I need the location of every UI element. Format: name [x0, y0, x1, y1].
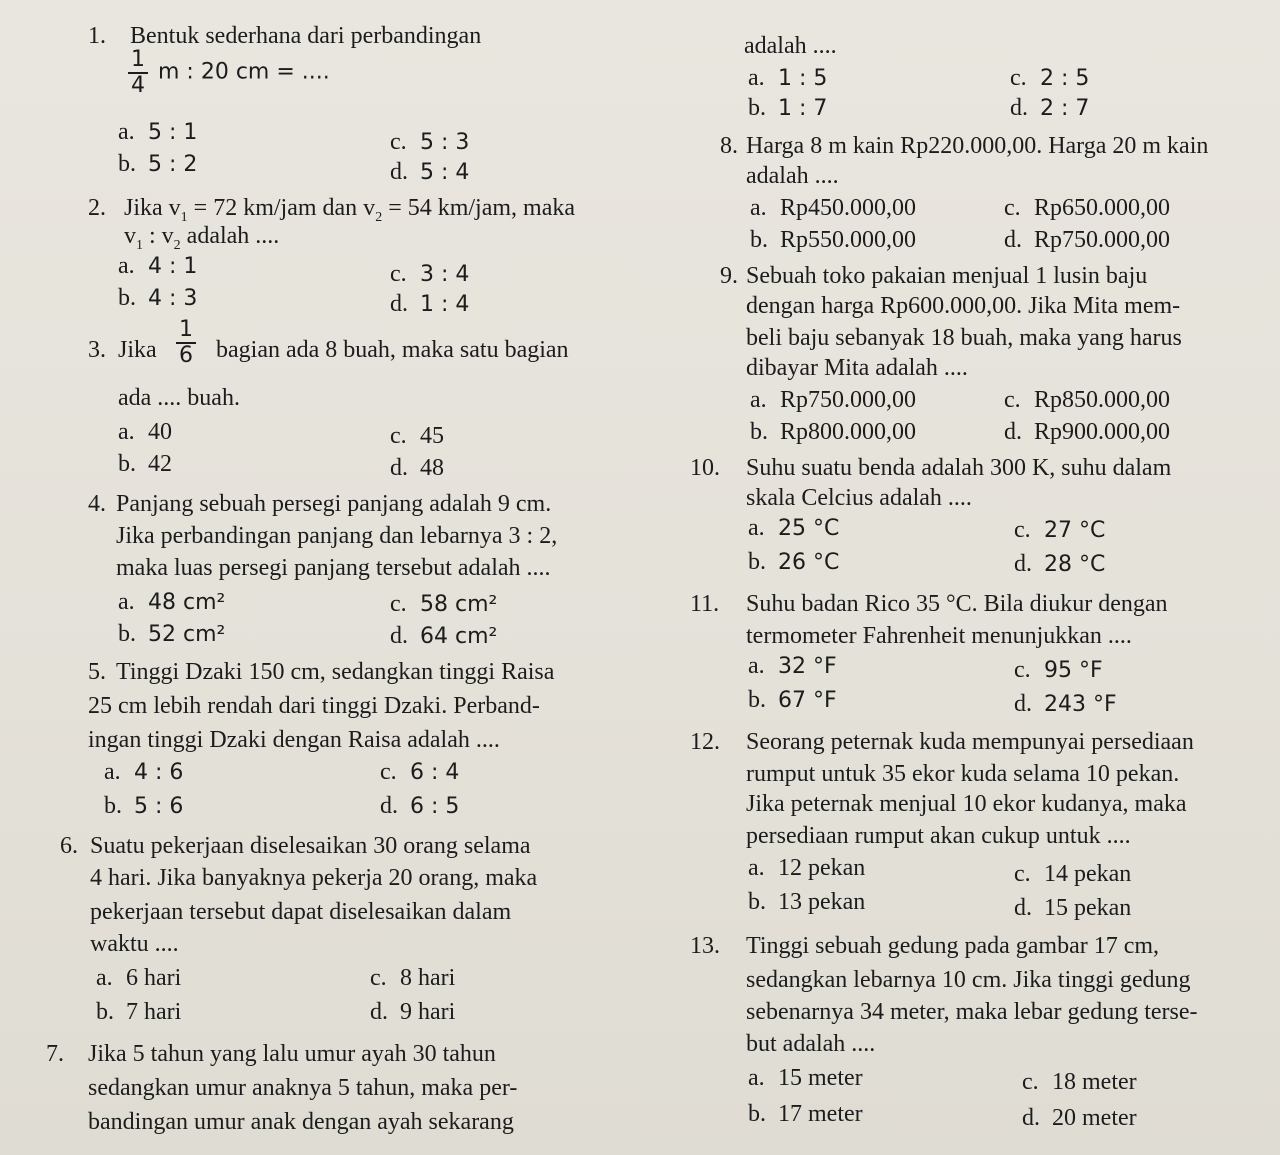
q7-option-c[interactable]: c. 2 : 5 — [1010, 65, 1090, 91]
q10-number: 10. — [690, 455, 720, 481]
q8-number: 8. — [720, 133, 738, 159]
q7-line3: bandingan umur anak dengan ayah sekarang — [88, 1109, 514, 1135]
q3-fraction: $\frac{1}{6}$ — [176, 318, 196, 368]
q10-line2: skala Celcius adalah .... — [746, 485, 972, 511]
q3-option-c[interactable]: c. 45 — [390, 423, 444, 449]
q10-line1: Suhu suatu benda adalah 300 K, suhu dalam — [746, 455, 1172, 481]
q6-line3: pekerjaan tersebut dapat diselesaikan dalam — [90, 899, 512, 925]
q1-expression: $\frac{1}{4}$ m : 20 cm = .... — [124, 48, 330, 98]
q1-option-b[interactable]: b. 5 : 2 — [118, 151, 198, 177]
q6-number: 6. — [60, 833, 78, 859]
q3-option-d[interactable]: d. 48 — [390, 455, 444, 481]
q12-line1: Seorang peternak kuda mempunyai persediaan — [746, 729, 1194, 755]
q1-option-d[interactable]: d. 5 : 4 — [390, 159, 470, 185]
q1-fraction: $\frac{1}{4}$ — [128, 48, 148, 98]
q11-option-b[interactable]: b. 67 °F — [748, 687, 837, 713]
q9-line1: Sebuah toko pakaian menjual 1 lusin baju — [746, 263, 1148, 289]
q6-option-c[interactable]: c. 8 hari — [370, 965, 456, 991]
q13-number: 13. — [690, 933, 720, 959]
q4-option-a[interactable]: a. 48 cm² — [118, 589, 226, 615]
q3-pre: Jika — [118, 337, 157, 363]
q4-line1: Panjang sebuah persegi panjang adalah 9 cm. — [116, 491, 552, 517]
q7-number: 7. — [46, 1041, 64, 1067]
q13-line1: Tinggi sebuah gedung pada gambar 17 cm, — [746, 933, 1160, 959]
q5-line3: ingan tinggi Dzaki dengan Raisa adalah .... — [88, 727, 500, 753]
q1-option-a[interactable]: a. 5 : 1 — [118, 119, 198, 145]
q6-line1: Suatu pekerjaan diselesaikan 30 orang selama — [90, 833, 531, 859]
q9-line4: dibayar Mita adalah .... — [746, 355, 968, 381]
q13-line4: but adalah .... — [746, 1031, 876, 1057]
q13-line3: sebenarnya 34 meter, maka lebar gedung terse- — [746, 999, 1198, 1025]
q9-line2: dengan harga Rp600.000,00. Jika Mita mem- — [746, 293, 1181, 319]
q7-option-d[interactable]: d. 2 : 7 — [1010, 95, 1090, 121]
q2-option-c[interactable]: c. 3 : 4 — [390, 261, 470, 287]
q11-option-c[interactable]: c. 95 °F — [1014, 657, 1103, 683]
q4-option-c[interactable]: c. 58 cm² — [390, 591, 498, 617]
q1-text: Bentuk sederhana dari perbandingan — [130, 23, 482, 49]
q12-number: 12. — [690, 729, 720, 755]
q3-line2: ada .... buah. — [118, 385, 240, 411]
q4-option-d[interactable]: d. 64 cm² — [390, 623, 498, 649]
q10-option-c[interactable]: c. 27 °C — [1014, 517, 1106, 543]
q11-number: 11. — [690, 591, 720, 617]
q12-option-d[interactable]: d. 15 pekan — [1014, 895, 1132, 921]
q4-line3: maka luas persegi panjang tersebut adalah .... — [116, 555, 551, 581]
q13-option-a[interactable]: a. 15 meter — [748, 1065, 863, 1091]
q7-line1: Jika 5 tahun yang lalu umur ayah 30 tahun — [88, 1041, 496, 1067]
q7-line2: sedangkan umur anaknya 5 tahun, maka per- — [88, 1075, 518, 1101]
q6-option-d[interactable]: d. 9 hari — [370, 999, 456, 1025]
q10-option-d[interactable]: d. 28 °C — [1014, 551, 1106, 577]
q7-option-a[interactable]: a. 1 : 5 — [748, 65, 828, 91]
q10-option-b[interactable]: b. 26 °C — [748, 549, 840, 575]
q8-option-b[interactable]: b. Rp550.000,00 — [750, 227, 917, 253]
q1-option-c[interactable]: c. 5 : 3 — [390, 129, 470, 155]
q11-line2: termometer Fahrenheit menunjukkan .... — [746, 623, 1132, 649]
q12-line4: persediaan rumput akan cukup untuk .... — [746, 823, 1131, 849]
q9-line3: beli baju sebanyak 18 buah, maka yang harus — [746, 325, 1182, 351]
q2-number: 2. — [88, 195, 106, 221]
q8-option-d[interactable]: d. Rp750.000,00 — [1004, 227, 1171, 253]
q13-option-c[interactable]: c. 18 meter — [1022, 1069, 1137, 1095]
q7-line4: adalah .... — [744, 33, 837, 59]
q2-option-b[interactable]: b. 4 : 3 — [118, 285, 198, 311]
q3-post: bagian ada 8 buah, maka satu bagian — [216, 337, 569, 363]
q4-line2: Jika perbandingan panjang dan lebarnya 3 : 2, — [116, 523, 558, 549]
q10-option-a[interactable]: a. 25 °C — [748, 515, 840, 541]
q6-option-b[interactable]: b. 7 hari — [96, 999, 182, 1025]
q6-line2: 4 hari. Jika banyaknya pekerja 20 orang, maka — [90, 865, 538, 891]
q3-option-a[interactable]: a. 40 — [118, 419, 172, 445]
q13-line2: sedangkan lebarnya 10 cm. Jika tinggi gedung — [746, 967, 1191, 993]
q12-option-c[interactable]: c. 14 pekan — [1014, 861, 1132, 887]
q6-option-a[interactable]: a. 6 hari — [96, 965, 182, 991]
q5-line1: Tinggi Dzaki 150 cm, sedangkan tinggi Raisa — [116, 659, 555, 685]
q9-option-b[interactable]: b. Rp800.000,00 — [750, 419, 917, 445]
q3-option-b[interactable]: b. 42 — [118, 451, 172, 477]
q2-line1: Jika $v_1 = 72$ km/jam dan $v_2 = 54$ km/jam, maka — [124, 195, 576, 225]
q6-line4: waktu .... — [90, 931, 179, 957]
q11-line1: Suhu badan Rico 35 °C. Bila diukur dengan — [746, 591, 1168, 617]
q12-line3: Jika peternak menjual 10 ekor kudanya, maka — [746, 791, 1187, 817]
q9-option-c[interactable]: c. Rp850.000,00 — [1004, 387, 1171, 413]
q8-line2: adalah .... — [746, 163, 839, 189]
q9-option-d[interactable]: d. Rp900.000,00 — [1004, 419, 1171, 445]
q4-option-b[interactable]: b. 52 cm² — [118, 621, 226, 647]
q11-option-a[interactable]: a. 32 °F — [748, 653, 837, 679]
q5-number: 5. — [88, 659, 106, 685]
q3-number: 3. — [88, 337, 106, 363]
q13-option-d[interactable]: d. 20 meter — [1022, 1105, 1137, 1131]
q5-option-b[interactable]: b. 5 : 6 — [104, 793, 184, 819]
q12-option-b[interactable]: b. 13 pekan — [748, 889, 866, 915]
q11-option-d[interactable]: d. 243 °F — [1014, 691, 1117, 717]
q2-option-a[interactable]: a. 4 : 1 — [118, 253, 198, 279]
q12-option-a[interactable]: a. 12 pekan — [748, 855, 866, 881]
q8-option-c[interactable]: c. Rp650.000,00 — [1004, 195, 1171, 221]
q9-option-a[interactable]: a. Rp750.000,00 — [750, 387, 917, 413]
q5-option-a[interactable]: a. 4 : 6 — [104, 759, 184, 785]
q13-option-b[interactable]: b. 17 meter — [748, 1101, 863, 1127]
q12-line2: rumput untuk 35 ekor kuda selama 10 pekan. — [746, 761, 1180, 787]
q7-option-b[interactable]: b. 1 : 7 — [748, 95, 828, 121]
q5-line2: 25 cm lebih rendah dari tinggi Dzaki. Perband- — [88, 693, 540, 719]
q1-number: 1. — [88, 23, 106, 49]
q9-number: 9. — [720, 263, 738, 289]
q2-option-d[interactable]: d. 1 : 4 — [390, 291, 470, 317]
q5-option-d[interactable]: d. 6 : 5 — [380, 793, 460, 819]
q2-line2: $v_1$ : $v_2$ adalah .... — [124, 223, 280, 253]
q8-option-a[interactable]: a. Rp450.000,00 — [750, 195, 917, 221]
q4-number: 4. — [88, 491, 106, 517]
q5-option-c[interactable]: c. 6 : 4 — [380, 759, 460, 785]
q8-line1: Harga 8 m kain Rp220.000,00. Harga 20 m kain — [746, 133, 1209, 159]
